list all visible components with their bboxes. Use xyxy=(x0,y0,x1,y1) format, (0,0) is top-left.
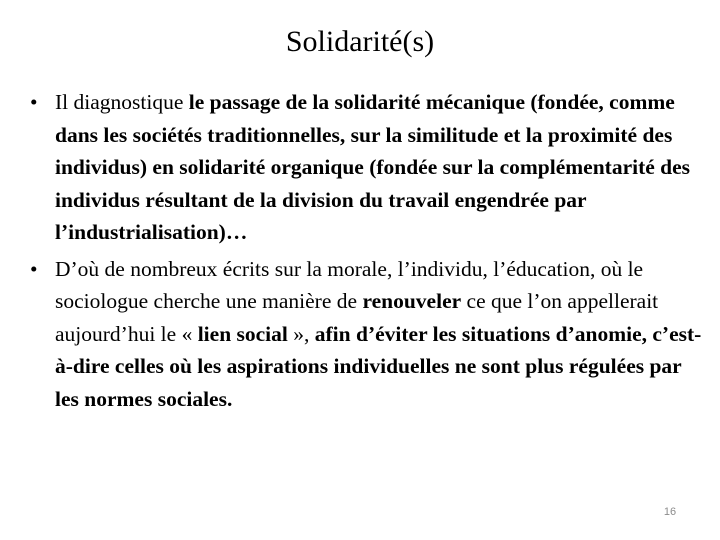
bullet-item xyxy=(30,253,702,416)
bullet-run: », xyxy=(287,321,315,346)
bullet-run-bold: lien social xyxy=(197,321,288,346)
bullet-list xyxy=(30,86,702,419)
slide-title: Solidarité(s) xyxy=(285,25,435,58)
bullet-dot: • xyxy=(30,90,38,114)
bullet-run-bold: renouveler xyxy=(362,289,462,313)
bullet-run-bold: le passage de la solidarité mécanique (fondée, comme dans les sociétés traditionnelles, sur la similitude et la proximité des individus) en solidarité organique (fondée sur la complémentarité des individus résultant de la division du travail engendrée par l’industrialisation)… xyxy=(55,90,691,244)
bullet-run-bold: afin d’éviter les situations d’anomie, c’est-à-dire celles où les aspirations individuelles ne sont plus régulées par les normes sociales. xyxy=(55,321,702,411)
page-number: 16 xyxy=(663,506,677,518)
bullet-text xyxy=(55,90,690,244)
bullet-run: ce que l’on appellerait aujourd’hui le « xyxy=(55,289,659,346)
bullet-item xyxy=(30,86,702,249)
bullet-run: D’où de nombreux écrits sur la morale, l’individu, l’éducation, où le sociologue cherche une manière de xyxy=(55,256,644,313)
bullet-dot: • xyxy=(30,256,38,281)
bullet-run: Il diagnostique xyxy=(55,90,189,114)
bullet-text xyxy=(55,257,701,411)
